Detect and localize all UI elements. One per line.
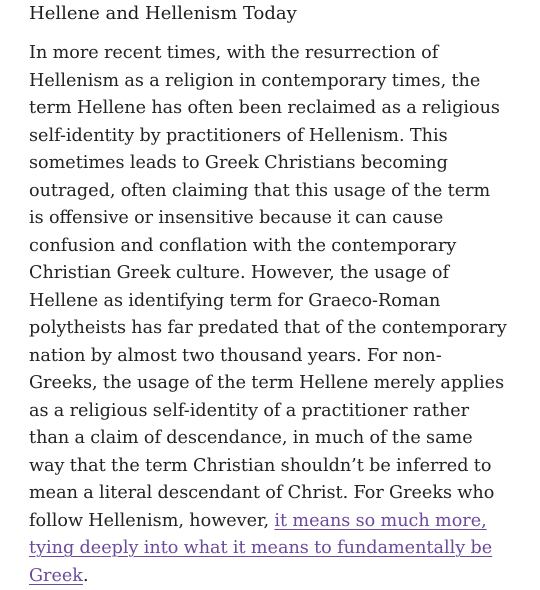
article: [29, 0, 507, 590]
body-paragraph: [29, 40, 507, 590]
paragraph-text: In more recent times, with the resurrection of Hellenism as a religion in contemporary times, the term Hellene has often been reclaimed as a religious self-identity by practitioners of Hellenism. This sometimes leads to Greek Christians becoming outraged, often claiming that this usage of the term is offensive or insensitive because it can cause confusion and conflation with the contemporary Christian Greek culture. However, the usage of Hellene as identifying term for Graeco-Roman polytheists has far predated that of the contemporary nation by almost two thousand years. For non-Greeks, the usage of the term Hellene merely applies as a religious self-identity of a practitioner rather than a claim of descendance, in much of the same way that the term Christian shouldn’t be inferred to mean a literal descendant of Christ. For Greeks who follow Hellenism, however,: [29, 43, 507, 531]
section-heading: Hellene and Hellenism Today: [29, 3, 297, 24]
paragraph-end: .: [82, 565, 89, 586]
inline-link[interactable]: it means so much more, tying deeply into what it means to fundamentally be Greek: [29, 510, 493, 586]
